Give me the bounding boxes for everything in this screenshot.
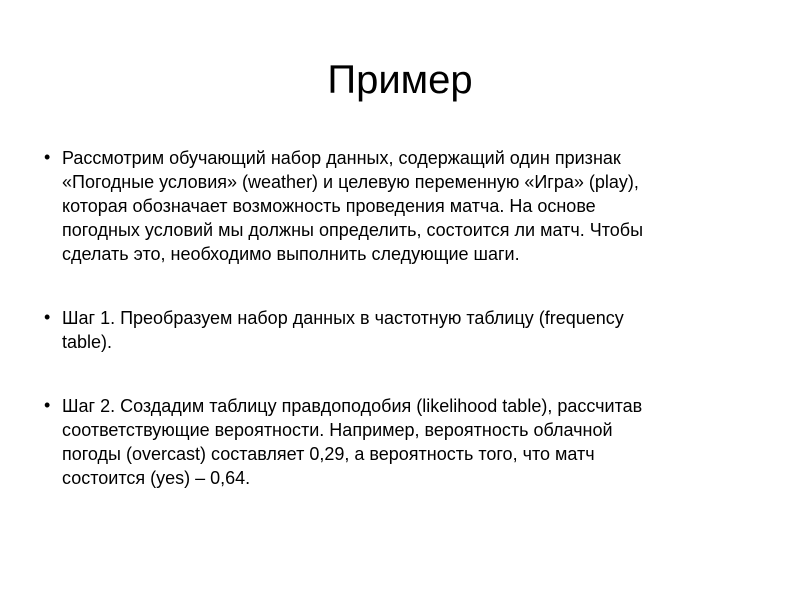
bullet-dot-icon: • [44,395,51,415]
bullet-text [62,306,744,354]
bullet-text [62,394,744,490]
bullet-item [44,394,744,490]
text-line: погоды (overcast) составляет 0,29, а вероятность того, что матч [62,444,595,464]
text-line: сделать это, необходимо выполнить следующие шаги. [62,244,520,264]
text-line: погодных условий мы должны определить, состоится ли матч. Чтобы [62,220,644,240]
slide-title: Пример [327,58,473,102]
text-line: table). [62,332,113,352]
bullet-list [44,146,744,530]
bullet-item [44,306,744,354]
text-line: «Погодные условия» (weather) и целевую переменную «Игра» (play), [62,172,639,192]
bullet-text [62,146,744,266]
text-line: Шаг 2. Создадим таблицу правдоподобия (likelihood table), рассчитав [62,396,643,416]
text-line: Шаг 1. Преобразуем набор данных в частотную таблицу (frequency [62,308,624,328]
bullet-dot-icon: • [44,147,51,167]
text-line: которая обозначает возможность проведения матча. На основе [62,196,596,216]
text-line: состоится (yes) – 0,64. [62,468,251,488]
text-line: Рассмотрим обучающий набор данных, содержащий один признак [62,148,621,168]
text-line: соответствующие вероятности. Например, вероятность облачной [62,420,613,440]
bullet-dot-icon: • [44,307,51,327]
bullet-item [44,146,744,266]
